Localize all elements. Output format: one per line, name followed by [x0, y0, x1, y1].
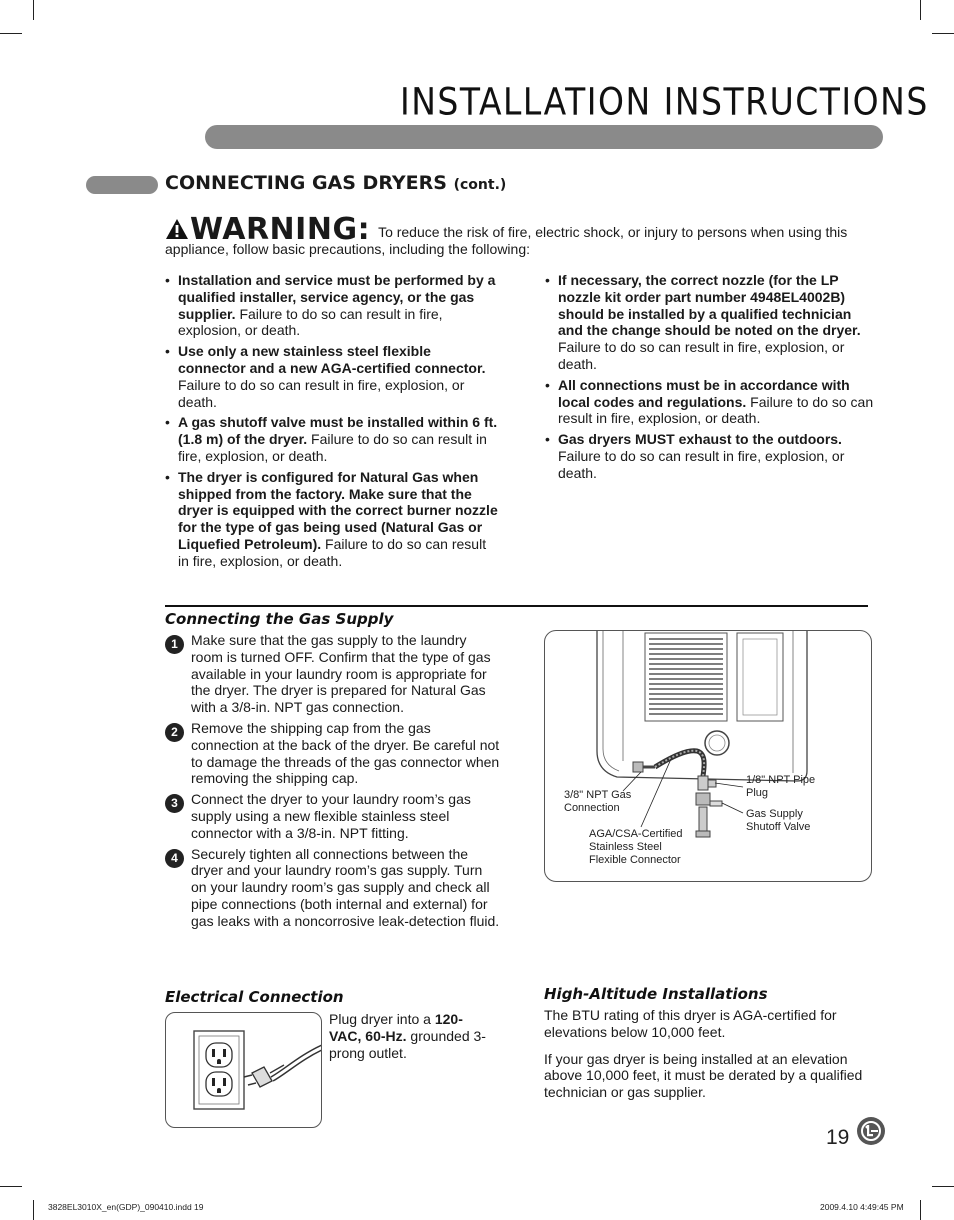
warning-intro: To reduce the risk of fire, electric shock, or injury to persons when using this appliance, follow basic precautions, including the following: — [165, 224, 848, 257]
list-item — [545, 272, 875, 373]
list-item-text: Failure to do so can result in fire, explosion, or death. — [178, 535, 487, 569]
list-item-bold: The dryer is configured for Natural Gas when shipped from the factory. Make sure that the dryer is equipped with the correct burner nozzle for the type of gas being used (Natural Gas or Liquefied Petroleum). — [178, 468, 498, 552]
step-item — [165, 720, 500, 787]
bullet: • — [165, 343, 170, 360]
footer-timestamp: 2009.4.10 4:49:45 PM — [820, 1202, 904, 1212]
step-item — [165, 846, 500, 930]
warning-block — [165, 212, 870, 258]
crop-mark — [932, 33, 954, 34]
list-item-bold: All connections must be in accordance with local codes and regulations. — [558, 376, 850, 410]
list-item-bold: If necessary, the correct nozzle (for the LP nozzle kit order part number 4948EL4002B) should be installed by a qualified technician and the change should be noted on the dryer. — [558, 272, 861, 339]
altitude-paragraph: If your gas dryer is being installed at an elevation above 10,000 feet, it must be derated by a qualified technician or gas supplier. — [544, 1050, 863, 1101]
crop-mark — [33, 0, 34, 20]
list-item — [165, 469, 500, 570]
list-item — [165, 272, 500, 339]
step-number: 2 — [165, 723, 184, 742]
list-item-text: Failure to do so can result in fire, explosion, or death. — [178, 376, 465, 410]
section-title-text: CONNECTING GAS DRYERS — [165, 172, 447, 194]
footer-file-info: 3828EL3010X_en(GDP)_090410.indd 19 — [48, 1202, 204, 1212]
crop-mark — [0, 1186, 22, 1187]
crop-mark — [33, 1200, 34, 1220]
title-bar — [205, 125, 883, 149]
electrical-heading: Electrical Connection — [165, 988, 344, 1006]
warning-list-left — [165, 272, 500, 574]
page-number: 19 — [826, 1126, 850, 1149]
label-npt-pipe-plug: 1/8" NPT Pipe Plug — [746, 774, 816, 799]
step-item — [165, 632, 500, 716]
list-item-text: Failure to do so can result in fire, explosion, or death. — [178, 305, 443, 339]
warning-icon — [165, 218, 189, 240]
list-item-text: Failure to do so can result in fire, explosion, or death. — [558, 393, 874, 427]
bullet: • — [545, 431, 550, 448]
electrical-text-pre: Plug dryer into a — [329, 1011, 435, 1027]
step-text: Make sure that the gas supply to the laundry room is turned OFF. Confirm that the type of gas available in your laundry room is appropriate for the dryer. The dryer is prepared for Natural Gas with a 3/8-in. NPT gas connection. — [191, 632, 491, 716]
warning-label: WARNING: — [190, 212, 371, 247]
altitude-text — [544, 1007, 874, 1111]
list-item-text: Failure to do so can result in fire, explosion, or death. — [178, 431, 487, 464]
step-number: 3 — [165, 794, 184, 813]
bullet: • — [545, 272, 550, 288]
electrical-text-bold: 120-VAC, 60-Hz. — [329, 1011, 463, 1044]
list-item — [545, 431, 875, 481]
bullet: • — [165, 414, 170, 431]
warning-list-right — [545, 272, 875, 486]
step-item — [165, 791, 500, 841]
step-number: 1 — [165, 635, 184, 654]
outlet-plug-icon — [166, 1013, 322, 1128]
bullet: • — [545, 376, 550, 393]
gas-supply-heading: Connecting the Gas Supply — [165, 610, 394, 628]
list-item-bold: A gas shutoff valve must be installed within 6 ft. (1.8 m) of the dryer. — [178, 414, 498, 448]
list-item-bold: Installation and service must be performed by a qualified installer, service agency, or the gas supplier. — [178, 272, 496, 322]
section-divider — [165, 605, 868, 607]
altitude-heading: High-Altitude Installations — [544, 985, 768, 1003]
label-npt-gas-connection: 3/8" NPT Gas Connection — [564, 789, 632, 814]
electrical-text — [329, 1011, 489, 1061]
list-item-text: Failure to do so can result in fire, explosion, or death. — [558, 447, 845, 481]
step-text: Connect the dryer to your laundry room’s gas supply using a new flexible stainless steel connector with a 3/8-in. NPT fitting. — [191, 791, 471, 841]
label-flexible-connector: AGA/CSA-Certified Stainless Steel Flexible Connector — [589, 828, 683, 866]
label-shutoff-valve: Gas Supply Shutoff Valve — [746, 808, 811, 833]
page-title: INSTALLATION INSTRUCTIONS — [400, 80, 929, 124]
section-pill — [86, 176, 158, 194]
list-item-bold: Gas dryers MUST exhaust to the outdoors. — [558, 431, 842, 448]
step-text: Securely tighten all connections between the dryer and your laundry room’s gas supply. Turn on your laundry room’s gas supply and check all pipe connections (both internal and external) for gas leaks with a noncorrosive leak-detection fluid. — [191, 845, 500, 929]
lg-logo-icon — [856, 1116, 886, 1146]
list-item-text: Failure to do so can result in fire, explosion, or death. — [558, 339, 845, 372]
step-number: 4 — [165, 849, 184, 868]
step-text: Remove the shipping cap from the gas connection at the back of the dryer. Be careful not to damage the threads of the gas connector when removing the shipping cap. — [191, 719, 500, 787]
section-title — [165, 172, 506, 194]
list-item-bold: Use only a new stainless steel flexible connector and a new AGA-certified connector. — [178, 343, 486, 376]
crop-mark — [0, 33, 22, 34]
crop-mark — [920, 0, 921, 20]
list-item — [545, 377, 875, 427]
list-item — [165, 343, 500, 410]
list-item — [165, 414, 500, 464]
crop-mark — [932, 1186, 954, 1187]
bullet: • — [165, 468, 170, 485]
gas-supply-steps — [165, 632, 500, 934]
section-title-suffix: (cont.) — [453, 177, 507, 193]
crop-mark — [920, 1200, 921, 1220]
bullet: • — [165, 272, 170, 288]
gas-connection-diagram — [544, 630, 872, 882]
electrical-text-post: grounded 3-prong outlet. — [329, 1027, 486, 1061]
altitude-paragraph: The BTU rating of this dryer is AGA-certified for elevations below 10,000 feet. — [544, 1007, 837, 1040]
outlet-illustration-box — [165, 1012, 322, 1128]
